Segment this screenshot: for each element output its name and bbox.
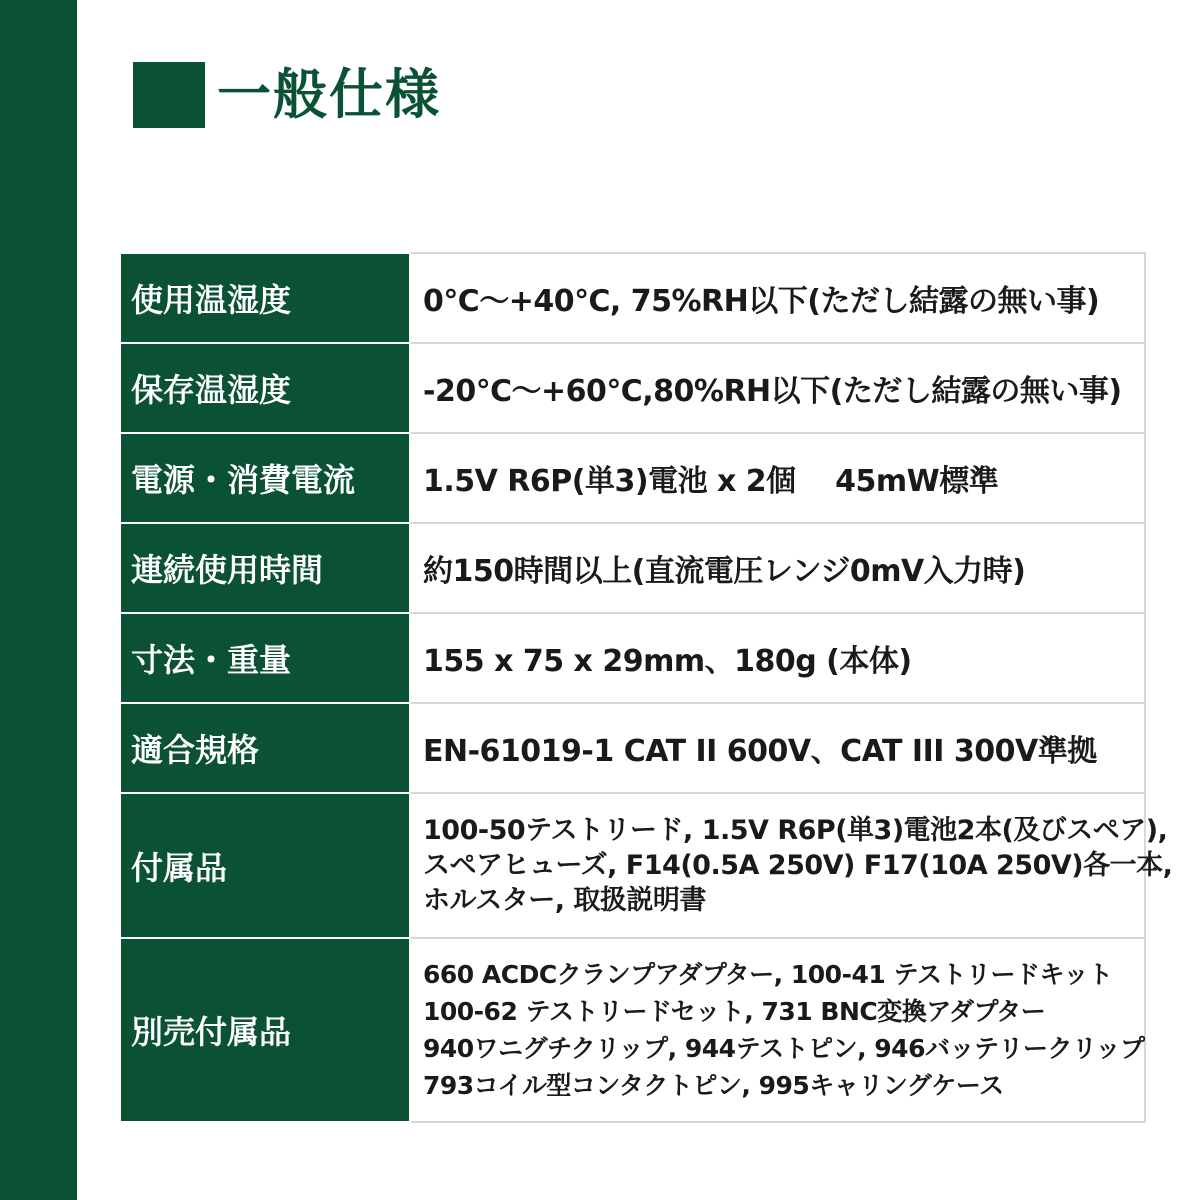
spec-row <box>121 433 1145 523</box>
page-title: 一般仕様 <box>217 63 441 126</box>
spec-row <box>121 523 1145 613</box>
spec-row <box>121 613 1145 703</box>
spec-label: 保存温湿度 <box>121 343 410 433</box>
heading-square-mark <box>133 62 205 128</box>
spec-value <box>410 703 1145 793</box>
spec-value <box>410 523 1145 613</box>
section-heading <box>133 62 441 128</box>
side-accent-bar <box>0 0 77 1200</box>
spec-row <box>121 343 1145 433</box>
spec-label: 使用温湿度 <box>121 253 410 343</box>
spec-row <box>121 938 1145 1122</box>
spec-value-line: -20℃〜+60℃,80%RH以下(ただし結露の無い事) <box>423 374 1122 409</box>
spec-value <box>410 433 1145 523</box>
spec-value-line: 約150時間以上(直流電圧レンジ0mV入力時) <box>423 554 1026 589</box>
spec-value <box>410 793 1173 938</box>
spec-value-line: 1.5V R6P(単3)電池 x 2個 45mW標準 <box>423 464 999 499</box>
spec-value-line: 0℃〜+40℃, 75%RH以下(ただし結露の無い事) <box>423 284 1100 319</box>
spec-table <box>121 252 1173 1123</box>
spec-value-line: 793コイル型コンタクトピン, 995キャリングケース <box>423 1071 1004 1100</box>
spec-value-line: ホルスター, 取扱説明書 <box>423 885 706 916</box>
spec-value-line: 660 ACDCクランプアダプター, 100-41 テストリードキット <box>423 960 1113 989</box>
spec-label: 寸法・重量 <box>121 613 410 703</box>
spec-value-line: 100-62 テストリードセット, 731 BNC変換アダプター <box>423 997 1046 1026</box>
spec-label: 電源・消費電流 <box>121 433 410 523</box>
spec-row <box>121 793 1145 938</box>
spec-value-line: EN-61019-1 CAT II 600V、CAT III 300V準拠 <box>423 734 1097 769</box>
spec-label: 適合規格 <box>121 703 410 793</box>
spec-value <box>410 938 1145 1122</box>
spec-value-line: スペアヒューズ, F14(0.5A 250V) F17(10A 250V)各一本, <box>423 850 1173 881</box>
spec-value-line: 940ワニグチクリップ, 944テストピン, 946バッテリークリップ <box>423 1034 1145 1063</box>
spec-row <box>121 253 1145 343</box>
spec-row <box>121 703 1145 793</box>
spec-label: 付属品 <box>121 793 410 938</box>
spec-value-line: 100-50テストリード, 1.5V R6P(単3)電池2本(及びスペア), <box>423 815 1168 846</box>
spec-value <box>410 253 1145 343</box>
spec-value-line: 155 x 75 x 29mm、180g (本体) <box>423 644 912 679</box>
spec-value <box>410 343 1145 433</box>
spec-value <box>410 613 1145 703</box>
spec-label: 別売付属品 <box>121 938 410 1122</box>
spec-label: 連続使用時間 <box>121 523 410 613</box>
